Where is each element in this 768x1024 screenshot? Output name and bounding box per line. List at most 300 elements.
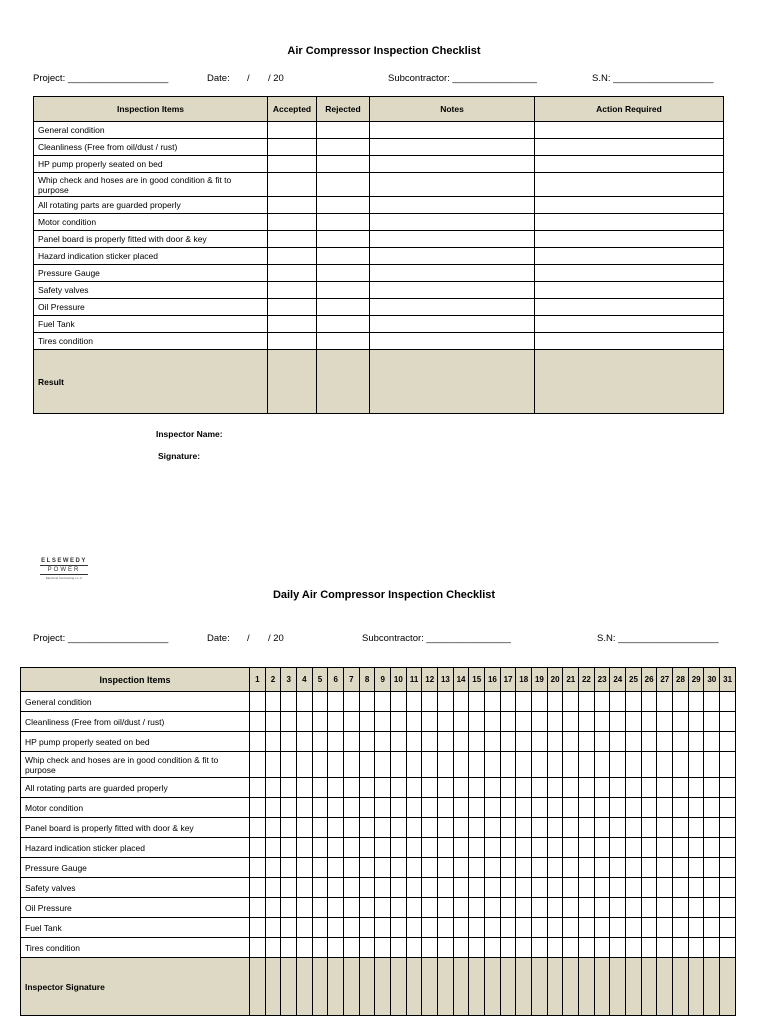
day-check-cell[interactable] [438, 732, 454, 752]
day-check-cell[interactable] [265, 918, 281, 938]
day-check-cell[interactable] [641, 858, 657, 878]
day-check-cell[interactable] [688, 752, 704, 778]
day-check-cell[interactable] [673, 918, 689, 938]
day-check-cell[interactable] [328, 692, 344, 712]
day-check-cell[interactable] [532, 752, 548, 778]
day-check-cell[interactable] [328, 898, 344, 918]
day-check-cell[interactable] [657, 752, 673, 778]
signature-day-cell[interactable] [532, 958, 548, 1016]
day-check-cell[interactable] [281, 878, 297, 898]
day-check-cell[interactable] [469, 752, 485, 778]
day-check-cell[interactable] [720, 818, 736, 838]
day-check-cell[interactable] [657, 778, 673, 798]
day-check-cell[interactable] [250, 712, 266, 732]
day-check-cell[interactable] [328, 732, 344, 752]
day-check-cell[interactable] [516, 858, 532, 878]
notes-cell[interactable] [370, 139, 535, 156]
day-check-cell[interactable] [328, 838, 344, 858]
day-check-cell[interactable] [469, 732, 485, 752]
day-check-cell[interactable] [673, 692, 689, 712]
day-check-cell[interactable] [688, 898, 704, 918]
day-check-cell[interactable] [532, 798, 548, 818]
day-check-cell[interactable] [532, 778, 548, 798]
day-check-cell[interactable] [422, 798, 438, 818]
day-check-cell[interactable] [359, 798, 375, 818]
day-check-cell[interactable] [657, 838, 673, 858]
day-check-cell[interactable] [312, 898, 328, 918]
day-check-cell[interactable] [281, 752, 297, 778]
day-check-cell[interactable] [391, 878, 407, 898]
signature-day-cell[interactable] [453, 958, 469, 1016]
day-check-cell[interactable] [422, 938, 438, 958]
day-check-cell[interactable] [406, 938, 422, 958]
rejected-cell[interactable] [317, 173, 370, 197]
day-check-cell[interactable] [406, 778, 422, 798]
day-check-cell[interactable] [406, 752, 422, 778]
day-check-cell[interactable] [579, 918, 595, 938]
day-check-cell[interactable] [250, 858, 266, 878]
day-check-cell[interactable] [391, 798, 407, 818]
day-check-cell[interactable] [250, 778, 266, 798]
notes-cell[interactable] [370, 248, 535, 265]
day-check-cell[interactable] [312, 778, 328, 798]
day-check-cell[interactable] [657, 918, 673, 938]
day-check-cell[interactable] [532, 712, 548, 732]
day-check-cell[interactable] [453, 898, 469, 918]
day-check-cell[interactable] [281, 898, 297, 918]
signature-day-cell[interactable] [406, 958, 422, 1016]
accepted-cell[interactable] [268, 231, 317, 248]
day-check-cell[interactable] [469, 938, 485, 958]
day-check-cell[interactable] [610, 798, 626, 818]
day-check-cell[interactable] [500, 838, 516, 858]
day-check-cell[interactable] [422, 818, 438, 838]
day-check-cell[interactable] [532, 732, 548, 752]
day-check-cell[interactable] [547, 858, 563, 878]
day-check-cell[interactable] [281, 858, 297, 878]
day-check-cell[interactable] [344, 712, 360, 732]
day-check-cell[interactable] [626, 692, 642, 712]
day-check-cell[interactable] [297, 898, 313, 918]
day-check-cell[interactable] [359, 878, 375, 898]
day-check-cell[interactable] [657, 712, 673, 732]
result-notes-cell[interactable] [370, 350, 535, 414]
accepted-cell[interactable] [268, 265, 317, 282]
notes-cell[interactable] [370, 316, 535, 333]
day-check-cell[interactable] [547, 878, 563, 898]
day-check-cell[interactable] [641, 712, 657, 732]
day-check-cell[interactable] [626, 818, 642, 838]
day-check-cell[interactable] [594, 878, 610, 898]
day-check-cell[interactable] [500, 858, 516, 878]
day-check-cell[interactable] [438, 878, 454, 898]
day-check-cell[interactable] [375, 712, 391, 732]
day-check-cell[interactable] [547, 692, 563, 712]
day-check-cell[interactable] [422, 838, 438, 858]
day-check-cell[interactable] [673, 778, 689, 798]
signature-day-cell[interactable] [312, 958, 328, 1016]
day-check-cell[interactable] [516, 732, 532, 752]
day-check-cell[interactable] [704, 878, 720, 898]
day-check-cell[interactable] [720, 752, 736, 778]
day-check-cell[interactable] [281, 938, 297, 958]
signature-day-cell[interactable] [626, 958, 642, 1016]
day-check-cell[interactable] [720, 898, 736, 918]
day-check-cell[interactable] [688, 798, 704, 818]
day-check-cell[interactable] [250, 732, 266, 752]
day-check-cell[interactable] [375, 692, 391, 712]
day-check-cell[interactable] [516, 838, 532, 858]
day-check-cell[interactable] [563, 898, 579, 918]
day-check-cell[interactable] [673, 712, 689, 732]
day-check-cell[interactable] [485, 918, 501, 938]
day-check-cell[interactable] [626, 858, 642, 878]
day-check-cell[interactable] [391, 938, 407, 958]
notes-cell[interactable] [370, 282, 535, 299]
day-check-cell[interactable] [438, 938, 454, 958]
signature-day-cell[interactable] [250, 958, 266, 1016]
day-check-cell[interactable] [516, 898, 532, 918]
day-check-cell[interactable] [281, 918, 297, 938]
notes-cell[interactable] [370, 197, 535, 214]
day-check-cell[interactable] [359, 732, 375, 752]
day-check-cell[interactable] [469, 692, 485, 712]
day-check-cell[interactable] [704, 692, 720, 712]
signature-day-cell[interactable] [469, 958, 485, 1016]
day-check-cell[interactable] [532, 878, 548, 898]
day-check-cell[interactable] [391, 818, 407, 838]
day-check-cell[interactable] [422, 918, 438, 938]
day-check-cell[interactable] [579, 712, 595, 732]
accepted-cell[interactable] [268, 299, 317, 316]
day-check-cell[interactable] [485, 838, 501, 858]
daily-sn-field[interactable]: S.N: ___________________ [597, 633, 719, 644]
project-field[interactable]: Project: ___________________ [33, 73, 169, 84]
day-check-cell[interactable] [516, 692, 532, 712]
day-check-cell[interactable] [641, 778, 657, 798]
day-check-cell[interactable] [328, 918, 344, 938]
day-check-cell[interactable] [688, 878, 704, 898]
action-required-cell[interactable] [535, 214, 724, 231]
day-check-cell[interactable] [265, 878, 281, 898]
day-check-cell[interactable] [422, 692, 438, 712]
day-check-cell[interactable] [532, 818, 548, 838]
day-check-cell[interactable] [265, 838, 281, 858]
accepted-cell[interactable] [268, 248, 317, 265]
day-check-cell[interactable] [485, 798, 501, 818]
day-check-cell[interactable] [344, 918, 360, 938]
day-check-cell[interactable] [641, 898, 657, 918]
signature-day-cell[interactable] [610, 958, 626, 1016]
day-check-cell[interactable] [673, 938, 689, 958]
day-check-cell[interactable] [547, 938, 563, 958]
day-check-cell[interactable] [516, 918, 532, 938]
day-check-cell[interactable] [281, 798, 297, 818]
day-check-cell[interactable] [485, 712, 501, 732]
day-check-cell[interactable] [547, 798, 563, 818]
action-required-cell[interactable] [535, 282, 724, 299]
result-rejected-cell[interactable] [317, 350, 370, 414]
day-check-cell[interactable] [532, 692, 548, 712]
day-check-cell[interactable] [547, 898, 563, 918]
day-check-cell[interactable] [610, 838, 626, 858]
signature-day-cell[interactable] [281, 958, 297, 1016]
day-check-cell[interactable] [344, 898, 360, 918]
day-check-cell[interactable] [469, 712, 485, 732]
day-check-cell[interactable] [375, 778, 391, 798]
signature-day-cell[interactable] [500, 958, 516, 1016]
day-check-cell[interactable] [563, 712, 579, 732]
day-check-cell[interactable] [406, 732, 422, 752]
day-check-cell[interactable] [704, 798, 720, 818]
day-check-cell[interactable] [422, 898, 438, 918]
day-check-cell[interactable] [453, 752, 469, 778]
day-check-cell[interactable] [359, 712, 375, 732]
day-check-cell[interactable] [610, 898, 626, 918]
day-check-cell[interactable] [610, 692, 626, 712]
day-check-cell[interactable] [328, 818, 344, 838]
day-check-cell[interactable] [563, 798, 579, 818]
day-check-cell[interactable] [688, 838, 704, 858]
day-check-cell[interactable] [406, 898, 422, 918]
day-check-cell[interactable] [547, 918, 563, 938]
day-check-cell[interactable] [265, 798, 281, 818]
result-action-cell[interactable] [535, 350, 724, 414]
day-check-cell[interactable] [328, 712, 344, 732]
accepted-cell[interactable] [268, 282, 317, 299]
rejected-cell[interactable] [317, 265, 370, 282]
day-check-cell[interactable] [704, 898, 720, 918]
day-check-cell[interactable] [453, 858, 469, 878]
day-check-cell[interactable] [704, 732, 720, 752]
day-check-cell[interactable] [250, 938, 266, 958]
day-check-cell[interactable] [594, 918, 610, 938]
day-check-cell[interactable] [704, 858, 720, 878]
day-check-cell[interactable] [500, 692, 516, 712]
day-check-cell[interactable] [297, 838, 313, 858]
signature-day-cell[interactable] [359, 958, 375, 1016]
rejected-cell[interactable] [317, 214, 370, 231]
day-check-cell[interactable] [469, 818, 485, 838]
day-check-cell[interactable] [547, 778, 563, 798]
day-check-cell[interactable] [453, 818, 469, 838]
day-check-cell[interactable] [641, 918, 657, 938]
day-check-cell[interactable] [265, 778, 281, 798]
day-check-cell[interactable] [641, 692, 657, 712]
day-check-cell[interactable] [704, 938, 720, 958]
day-check-cell[interactable] [375, 898, 391, 918]
day-check-cell[interactable] [453, 938, 469, 958]
day-check-cell[interactable] [720, 858, 736, 878]
day-check-cell[interactable] [250, 818, 266, 838]
day-check-cell[interactable] [641, 878, 657, 898]
day-check-cell[interactable] [250, 898, 266, 918]
day-check-cell[interactable] [500, 712, 516, 732]
day-check-cell[interactable] [594, 712, 610, 732]
day-check-cell[interactable] [688, 918, 704, 938]
action-required-cell[interactable] [535, 231, 724, 248]
day-check-cell[interactable] [547, 752, 563, 778]
action-required-cell[interactable] [535, 173, 724, 197]
day-check-cell[interactable] [673, 798, 689, 818]
signature-day-cell[interactable] [688, 958, 704, 1016]
day-check-cell[interactable] [406, 692, 422, 712]
day-check-cell[interactable] [547, 818, 563, 838]
action-required-cell[interactable] [535, 316, 724, 333]
day-check-cell[interactable] [626, 732, 642, 752]
day-check-cell[interactable] [657, 858, 673, 878]
day-check-cell[interactable] [265, 818, 281, 838]
day-check-cell[interactable] [469, 838, 485, 858]
day-check-cell[interactable] [344, 838, 360, 858]
day-check-cell[interactable] [563, 858, 579, 878]
day-check-cell[interactable] [359, 938, 375, 958]
day-check-cell[interactable] [406, 838, 422, 858]
day-check-cell[interactable] [453, 838, 469, 858]
day-check-cell[interactable] [485, 898, 501, 918]
day-check-cell[interactable] [250, 752, 266, 778]
day-check-cell[interactable] [485, 692, 501, 712]
day-check-cell[interactable] [344, 818, 360, 838]
day-check-cell[interactable] [594, 938, 610, 958]
day-check-cell[interactable] [469, 778, 485, 798]
day-check-cell[interactable] [438, 692, 454, 712]
day-check-cell[interactable] [281, 778, 297, 798]
day-check-cell[interactable] [610, 732, 626, 752]
rejected-cell[interactable] [317, 316, 370, 333]
action-required-cell[interactable] [535, 333, 724, 350]
day-check-cell[interactable] [579, 838, 595, 858]
day-check-cell[interactable] [547, 732, 563, 752]
day-check-cell[interactable] [359, 898, 375, 918]
day-check-cell[interactable] [563, 818, 579, 838]
day-check-cell[interactable] [657, 938, 673, 958]
day-check-cell[interactable] [375, 818, 391, 838]
day-check-cell[interactable] [610, 878, 626, 898]
day-check-cell[interactable] [594, 858, 610, 878]
day-check-cell[interactable] [328, 752, 344, 778]
day-check-cell[interactable] [297, 878, 313, 898]
day-check-cell[interactable] [297, 798, 313, 818]
day-check-cell[interactable] [312, 692, 328, 712]
day-check-cell[interactable] [673, 752, 689, 778]
day-check-cell[interactable] [422, 778, 438, 798]
day-check-cell[interactable] [485, 858, 501, 878]
day-check-cell[interactable] [610, 918, 626, 938]
day-check-cell[interactable] [500, 898, 516, 918]
day-check-cell[interactable] [547, 712, 563, 732]
day-check-cell[interactable] [438, 778, 454, 798]
day-check-cell[interactable] [469, 858, 485, 878]
day-check-cell[interactable] [532, 918, 548, 938]
day-check-cell[interactable] [688, 858, 704, 878]
day-check-cell[interactable] [422, 752, 438, 778]
signature-day-cell[interactable] [328, 958, 344, 1016]
day-check-cell[interactable] [657, 878, 673, 898]
day-check-cell[interactable] [688, 712, 704, 732]
day-check-cell[interactable] [297, 778, 313, 798]
action-required-cell[interactable] [535, 248, 724, 265]
day-check-cell[interactable] [297, 692, 313, 712]
signature-day-cell[interactable] [422, 958, 438, 1016]
day-check-cell[interactable] [469, 798, 485, 818]
day-check-cell[interactable] [265, 712, 281, 732]
signature-day-cell[interactable] [579, 958, 595, 1016]
day-check-cell[interactable] [516, 798, 532, 818]
day-check-cell[interactable] [500, 878, 516, 898]
accepted-cell[interactable] [268, 139, 317, 156]
day-check-cell[interactable] [704, 818, 720, 838]
day-check-cell[interactable] [375, 918, 391, 938]
day-check-cell[interactable] [641, 938, 657, 958]
accepted-cell[interactable] [268, 316, 317, 333]
day-check-cell[interactable] [391, 898, 407, 918]
day-check-cell[interactable] [579, 938, 595, 958]
day-check-cell[interactable] [297, 752, 313, 778]
day-check-cell[interactable] [563, 838, 579, 858]
day-check-cell[interactable] [375, 838, 391, 858]
day-check-cell[interactable] [422, 858, 438, 878]
rejected-cell[interactable] [317, 299, 370, 316]
signature-day-cell[interactable] [485, 958, 501, 1016]
notes-cell[interactable] [370, 299, 535, 316]
day-check-cell[interactable] [688, 778, 704, 798]
day-check-cell[interactable] [626, 798, 642, 818]
day-check-cell[interactable] [312, 918, 328, 938]
day-check-cell[interactable] [391, 692, 407, 712]
day-check-cell[interactable] [312, 838, 328, 858]
day-check-cell[interactable] [485, 778, 501, 798]
day-check-cell[interactable] [563, 752, 579, 778]
day-check-cell[interactable] [297, 858, 313, 878]
day-check-cell[interactable] [688, 818, 704, 838]
day-check-cell[interactable] [657, 798, 673, 818]
day-check-cell[interactable] [359, 818, 375, 838]
signature-day-cell[interactable] [563, 958, 579, 1016]
day-check-cell[interactable] [344, 692, 360, 712]
day-check-cell[interactable] [688, 732, 704, 752]
day-check-cell[interactable] [626, 838, 642, 858]
day-check-cell[interactable] [312, 818, 328, 838]
day-check-cell[interactable] [344, 732, 360, 752]
day-check-cell[interactable] [453, 798, 469, 818]
day-check-cell[interactable] [594, 752, 610, 778]
day-check-cell[interactable] [579, 878, 595, 898]
day-check-cell[interactable] [406, 858, 422, 878]
day-check-cell[interactable] [391, 858, 407, 878]
day-check-cell[interactable] [312, 858, 328, 878]
day-check-cell[interactable] [500, 938, 516, 958]
notes-cell[interactable] [370, 156, 535, 173]
day-check-cell[interactable] [359, 752, 375, 778]
day-check-cell[interactable] [563, 878, 579, 898]
day-check-cell[interactable] [673, 818, 689, 838]
day-check-cell[interactable] [312, 798, 328, 818]
day-check-cell[interactable] [500, 752, 516, 778]
day-check-cell[interactable] [704, 752, 720, 778]
day-check-cell[interactable] [438, 858, 454, 878]
day-check-cell[interactable] [281, 838, 297, 858]
day-check-cell[interactable] [673, 858, 689, 878]
accepted-cell[interactable] [268, 156, 317, 173]
day-check-cell[interactable] [641, 752, 657, 778]
signature-day-cell[interactable] [297, 958, 313, 1016]
day-check-cell[interactable] [626, 712, 642, 732]
day-check-cell[interactable] [626, 878, 642, 898]
day-check-cell[interactable] [704, 918, 720, 938]
day-check-cell[interactable] [438, 918, 454, 938]
day-check-cell[interactable] [312, 878, 328, 898]
